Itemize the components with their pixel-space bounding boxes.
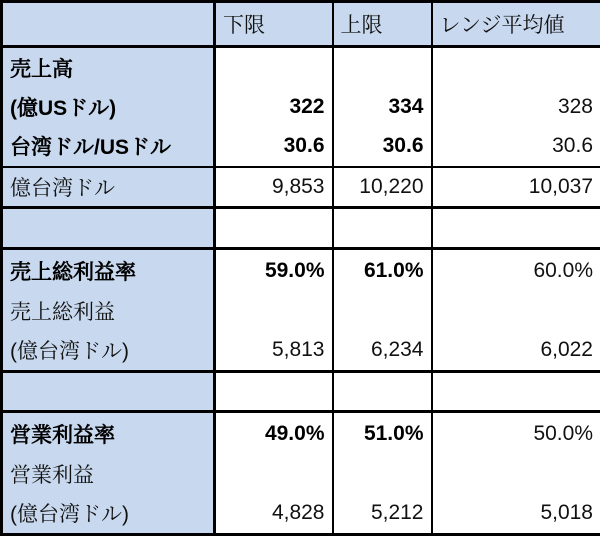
operating-margin-row (2, 412, 600, 455)
header-row (2, 2, 600, 47)
gross-profit-value-row (2, 330, 600, 371)
revenue-twd-upper-value: 10,220 (333, 167, 432, 208)
operating-margin-rate-label: 営業利益率 (2, 412, 215, 455)
operating-margin-upper-value: 51.0% (333, 412, 432, 455)
revenue-title-label: 売上高 (2, 46, 215, 87)
operating-profit-upper-cell (333, 455, 432, 494)
gross-profit-average-value: 6,022 (432, 330, 600, 371)
operating-profit-unit-label: (億台湾ドル) (2, 494, 215, 535)
fx-upper-value: 30.6 (333, 126, 432, 167)
spacer-label-cell (2, 208, 215, 249)
operating-profit-lower-cell (215, 455, 333, 494)
gross-profit-upper-cell (333, 291, 432, 330)
header-corner-cell (2, 2, 215, 47)
gross-margin-upper-value: 61.0% (333, 249, 432, 292)
spacer-cell (432, 208, 600, 249)
revenue-title-row (2, 46, 600, 87)
operating-margin-average-value: 50.0% (432, 412, 600, 455)
gross-profit-label: 売上総利益 (2, 291, 215, 330)
operating-profit-label-row (2, 455, 600, 494)
revenue-usd-row (2, 87, 600, 126)
revenue-usd-unit-label: (億USドル) (2, 87, 215, 126)
spacer-cell (432, 371, 600, 412)
spacer-cell (215, 371, 333, 412)
gross-profit-upper-value: 6,234 (333, 330, 432, 371)
revenue-twd-label: 億台湾ドル (2, 167, 215, 208)
revenue-twd-lower-value: 9,853 (215, 167, 333, 208)
spacer-row-1 (2, 208, 600, 249)
gross-profit-label-row (2, 291, 600, 330)
gross-margin-lower-value: 59.0% (215, 249, 333, 292)
gross-margin-average-value: 60.0% (432, 249, 600, 292)
revenue-title-lower-cell (215, 46, 333, 87)
operating-profit-average-value: 5,018 (432, 494, 600, 535)
revenue-usd-lower-value: 322 (215, 87, 333, 126)
fx-lower-value: 30.6 (215, 126, 333, 167)
header-lower-limit: 下限 (215, 2, 333, 47)
revenue-fx-row (2, 126, 600, 167)
revenue-twd-average-value: 10,037 (432, 167, 600, 208)
spacer-cell (333, 371, 432, 412)
spacer-label-cell (2, 371, 215, 412)
gross-profit-lower-value: 5,813 (215, 330, 333, 371)
gross-margin-row (2, 249, 600, 292)
operating-profit-label: 営業利益 (2, 455, 215, 494)
operating-profit-upper-value: 5,212 (333, 494, 432, 535)
revenue-title-upper-cell (333, 46, 432, 87)
operating-profit-lower-value: 4,828 (215, 494, 333, 535)
fx-rate-label: 台湾ドル/USドル (2, 126, 215, 167)
spacer-cell (215, 208, 333, 249)
operating-profit-average-cell (432, 455, 600, 494)
revenue-usd-upper-value: 334 (333, 87, 432, 126)
spacer-cell (333, 208, 432, 249)
revenue-usd-average-value: 328 (432, 87, 600, 126)
operating-profit-value-row (2, 494, 600, 535)
revenue-title-average-cell (432, 46, 600, 87)
operating-margin-lower-value: 49.0% (215, 412, 333, 455)
fx-average-value: 30.6 (432, 126, 600, 167)
header-upper-limit: 上限 (333, 2, 432, 47)
header-range-average: レンジ平均値 (432, 2, 600, 47)
gross-profit-average-cell (432, 291, 600, 330)
gross-profit-lower-cell (215, 291, 333, 330)
gross-margin-rate-label: 売上総利益率 (2, 249, 215, 292)
spacer-row-2 (2, 371, 600, 412)
gross-profit-unit-label: (億台湾ドル) (2, 330, 215, 371)
revenue-twd-row (2, 167, 600, 208)
